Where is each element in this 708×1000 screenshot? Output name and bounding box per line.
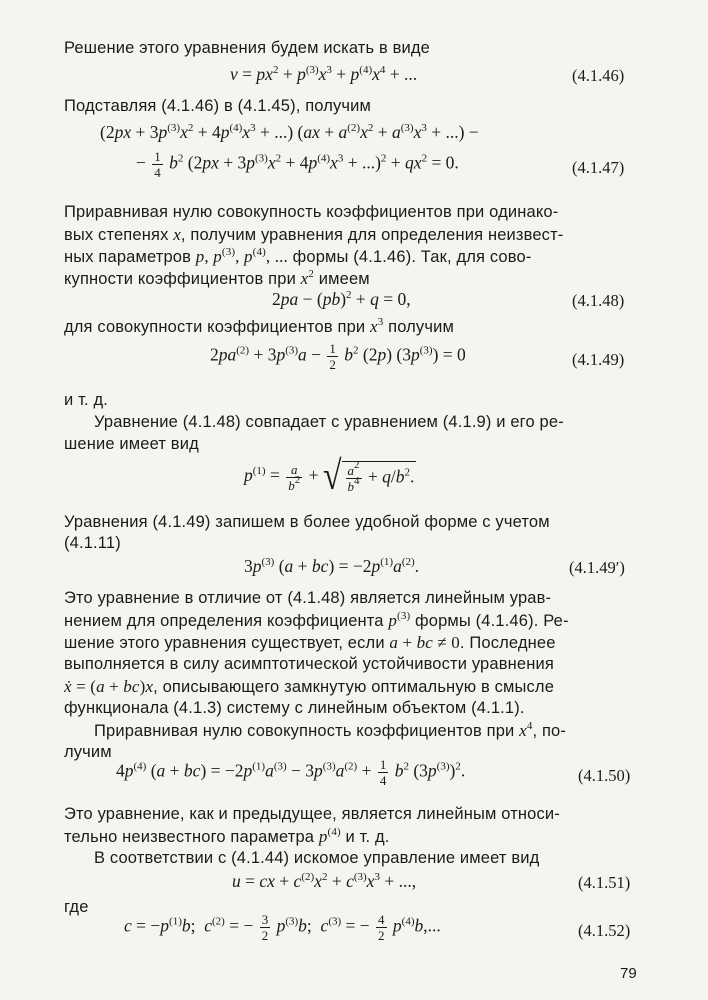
equation-4-1-51: u = cx + $c^{(2)}x^2 + c^{(3)}x^3$ + ..., [232, 871, 417, 891]
text-fragment: имеем [314, 270, 370, 288]
equation-number: (4.1.46) [572, 66, 625, 85]
equation-number: (4.1.49′) [569, 558, 625, 577]
text-fragment: формы (4.1.46). Так, для сово- [287, 248, 532, 266]
equation-number: (4.1.50) [578, 766, 631, 785]
equation-4-1-46: $v = px^2 + p^{(3)}x^3 + p^{(4)}x^4$ + ... [230, 64, 418, 84]
text-line: вых степенях x, получим уравнения для определения неизвест- [64, 225, 564, 244]
text-line: В соответствии с (4.1.44) искомое управление имеет вид [94, 849, 540, 867]
text-line: (4.1.11) [64, 534, 121, 552]
text-fragment: шение этого уравнения существует, если [64, 634, 390, 652]
equation-4-1-49-prime: $3p^{(3)}$ $(a + bc) = -2p^{(1)}a^{(2)}$. [244, 556, 420, 576]
text-fragment: купности коэффициентов при [64, 270, 301, 288]
text-line: и т. д. [64, 391, 108, 409]
text-fragment: , получим уравнения для определения неизвест- [180, 226, 564, 244]
text-fragment: получим [383, 318, 454, 336]
text-fragment: нением для определения коэффициента [64, 612, 389, 630]
fraction-three-halves: $\frac{3}{2}$ [261, 912, 269, 943]
equation-p1-solution: $p^{(1)}$ = $\frac{a}{b^2}$ + √ $\frac{a^2}{b^4}$ + $q/b^2$. [244, 454, 415, 499]
fraction-a2-over-b4: $\frac{a^2}{b^4}$ [347, 459, 360, 494]
text-line: Подставляя (4.1.46) в (4.1.45), получим [64, 97, 372, 115]
text-line: Это уравнение, как и предыдущее, является линейным относи- [64, 805, 560, 823]
page-number: 79 [620, 965, 637, 982]
text-fragment: формы (4.1.46). Ре- [410, 612, 569, 630]
equation-4-1-47-line1: ($2px + 3p^{(3)}x^2 + 4p^{(4)}x^3$ + ...) ($ax + a^{(2)}x^2 + a^{(3)}x^3$ + ...) − [100, 122, 479, 142]
text-line: шение этого уравнения существует, если a + bc ≠ 0. Последнее [64, 633, 556, 652]
text-line: нением для определения коэффициента $p^{(3)}$ формы (4.1.46). Ре- [64, 610, 569, 630]
text-line: где [64, 898, 89, 916]
text-line: выполняется в силу асимптотической устойчивости уравнения [64, 655, 554, 673]
text-fragment: тельно неизвестного параметра [64, 828, 319, 846]
text-line: ных параметров p, $p^{(3)}$, $p^{(4)}$, ... формы (4.1.46). Так, для сово- [64, 246, 532, 266]
equation-number: (4.1.52) [578, 921, 631, 940]
text-line: Приравнивая нулю совокупность коэффициентов при одинако- [64, 203, 559, 221]
text-line: лучим [64, 743, 112, 761]
text-fragment: ных параметров [64, 248, 196, 266]
text-fragment: вых степенях [64, 226, 174, 244]
equation-number: (4.1.49) [572, 350, 625, 369]
text-fragment: Приравнивая нулю совокупность коэффициентов при [94, 722, 520, 740]
fraction-one-half: $\frac{1}{2}$ [329, 341, 336, 372]
text-line: Уравнения (4.1.49) запишем в более удобной форме с учетом [64, 513, 550, 531]
fraction-one-quarter: $\frac{1}{4}$ [154, 149, 161, 180]
equation-4-1-48: 2pa − (pb)$^2$ + q = 0, [272, 289, 411, 309]
text-line: Уравнение (4.1.48) совпадает с уравнением (4.1.9) и его ре- [94, 413, 564, 431]
text-line: Решение этого уравнения будем искать в виде [64, 39, 431, 57]
text-line: купности коэффициентов при $x^2$ имеем [64, 268, 370, 288]
text-line: ẋ = (a + bc)x, описывающего замкнутую оптимальную в смысле [64, 677, 555, 696]
text-line: тельно неизвестного параметра $p^{(4)}$ и т. д. [64, 826, 390, 846]
text-line: функционала (4.1.3) систему с линейным объектом (4.1.1). [64, 699, 525, 717]
equation-4-1-47-line2: − $\frac{1}{4}$ $b^2$ $(2px + 3p^{(3)}x^2 + 4p^{(4)}x^3 + ...)^2 + qx^2 = 0$. [136, 149, 459, 180]
text-line: шение имеет вид [64, 435, 199, 453]
equation-number: (4.1.48) [572, 291, 625, 310]
equation-4-1-50: $4p^{(4)}$ $(a + bc) = -2p^{(1)}a^{(3)} - 3p^{(3)}a^{(2)}$ + $\frac{1}{4}$ $b^2$ $(3p^{(3)})^2$. [116, 757, 466, 788]
text-line: Приравнивая нулю совокупность коэффициентов при $x^4$, по- [94, 720, 567, 740]
text-fragment: , описывающего замкнутую оптимальную в смысле [153, 678, 555, 696]
fraction-one-quarter: $\frac{1}{4}$ [379, 757, 387, 788]
square-root: √ $\frac{a^2}{b^4}$ + $q/b^2$. [322, 454, 415, 499]
fraction-a-over-b2: $\frac{a}{b^2}$ [288, 461, 301, 493]
text-fragment: и т. д. [340, 828, 390, 846]
text-line: Это уравнение в отличие от (4.1.48) является линейным урав- [64, 589, 552, 607]
text-line: для совокупности коэффициентов при $x^3$ получим [64, 316, 454, 336]
text-fragment: . Последнее [459, 634, 556, 652]
fraction-four-halves: $\frac{4}{2}$ [378, 912, 385, 943]
text-fragment: , по- [532, 722, 567, 740]
text-fragment: для совокупности коэффициентов при [64, 318, 371, 336]
equation-number: (4.1.51) [578, 873, 631, 892]
equation-4-1-52: $c = -p^{(1)}b$; $c^{(2)}$ = − $\frac{3}{2}$ $p^{(3)}b$; $c^{(3)}$ = − $\frac{4}{2}$ $p^{(4)}b$,... [124, 912, 441, 943]
equation-4-1-49: $2pa^{(2)} + 3p^{(3)}a$ − $\frac{1}{2}$ $b^2$ (2p) $(3p^{(3)}) = 0$ [210, 341, 466, 372]
equation-number: (4.1.47) [572, 158, 625, 177]
